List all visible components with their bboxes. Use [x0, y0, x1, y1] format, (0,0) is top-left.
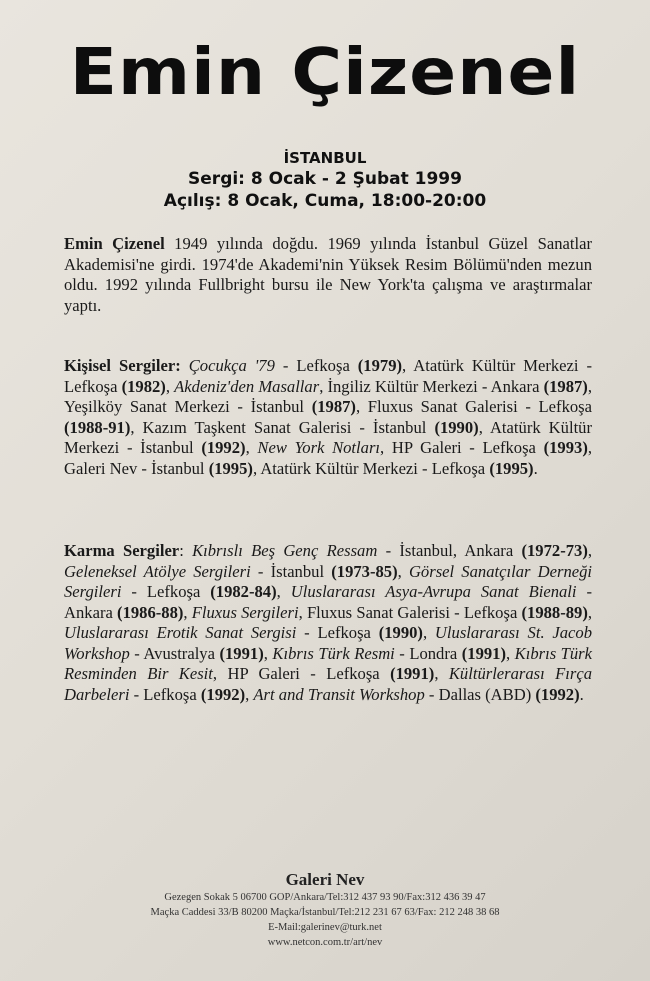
exhibition-text: - Lefkoşa	[296, 623, 379, 642]
group-label: Karma Sergiler	[64, 541, 180, 560]
exhibition-text	[181, 356, 189, 375]
exhibition-text: , Galeri Nev - İstanbul	[64, 438, 593, 478]
exhibition-city: İSTANBUL	[283, 149, 367, 167]
exhibition-text: ,	[165, 376, 175, 396]
exhibition-year: (1992)	[200, 684, 246, 704]
exhibition-text: - Ankara	[64, 582, 592, 622]
exhibition-title: Kültürlerarası Fırça Darbeleri	[64, 664, 593, 704]
bio-name: Emin Çizenel	[64, 234, 165, 253]
group-exhibitions-list	[64, 541, 592, 704]
exhibition-title: Kıbrıs Türk Resmi	[272, 643, 395, 663]
exhibition-year: (1972-73)	[521, 541, 588, 560]
exhibition-text: ,	[422, 623, 435, 642]
artist-title: Emin Çizenel	[69, 36, 581, 110]
exhibition-text: - Dallas (ABD)	[424, 684, 536, 704]
exhibition-info	[0, 148, 650, 212]
exhibition-title: Uluslararası Asya-Avrupa Sanat Bienali	[290, 582, 577, 601]
exhibition-title: Fluxus Sergileri	[191, 602, 299, 622]
exhibition-text: , HP Galeri - Lefkoşa	[380, 438, 544, 457]
exhibition-text: , HP Galeri - Lefkoşa	[212, 664, 391, 683]
exhibition-text: , Kazım Taşkent Sanat Galerisi - İstanbul	[130, 417, 435, 437]
address-istanbul: Maçka Caddesi 33/B 80200 Maçka/İstanbul/Tel:212 231 67 63/Fax: 212 248 38 68	[150, 907, 500, 918]
exhibition-text: ,	[506, 643, 515, 663]
exhibition-year: (1993)	[543, 438, 588, 457]
exhibition-title: Uluslararası St. Jacob Workshop	[64, 623, 593, 663]
exhibition-year: (1987)	[543, 376, 588, 396]
exhibition-year: (1986-88)	[117, 602, 184, 622]
exhibition-title: Kıbrıs Türk Resminden Bir Kesit	[64, 643, 593, 683]
exhibition-text: ,	[245, 684, 254, 704]
exhibition-year: (1987)	[311, 397, 356, 416]
exhibition-text: ,	[434, 664, 449, 683]
exhibition-text: ,	[183, 602, 192, 622]
exhibition-text: .	[579, 684, 584, 704]
exhibition-title: Akdeniz'den Masallar	[174, 376, 320, 396]
exhibition-year: (1979)	[357, 356, 403, 375]
exhibition-year: (1990)	[434, 417, 479, 437]
exhibition-text: - İstanbul	[250, 561, 332, 581]
solo-label: Kişisel Sergiler:	[64, 356, 181, 375]
gallery-name: Galeri Nev	[285, 870, 365, 889]
group-exhibitions-paragraph	[64, 541, 592, 705]
exhibition-year: (1973-85)	[331, 561, 398, 581]
exhibition-year: (1992)	[535, 684, 580, 704]
exhibition-text: ,	[276, 582, 291, 601]
exhibition-text: .	[533, 458, 538, 478]
biography-paragraph	[64, 234, 592, 316]
exhibition-year: (1995)	[489, 458, 534, 478]
exhibition-text: , Atatürk Kültür Merkezi - Lefkoşa	[64, 356, 592, 396]
gallery-footer	[0, 870, 650, 950]
exhibition-text: - Londra	[394, 643, 462, 663]
gallery-website: www.netcon.com.tr/art/nev	[267, 937, 383, 948]
exhibition-title: Görsel Sanatçılar Derneği Sergileri	[64, 561, 593, 601]
exhibition-year: (1988-91)	[64, 417, 131, 437]
exhibition-title: Art and Transit Workshop	[253, 684, 425, 704]
exhibition-title: Çocukça '79	[188, 356, 275, 375]
solo-exhibitions-paragraph	[64, 356, 592, 479]
address-ankara: Gezegen Sokak 5 06700 GOP/Ankara/Tel:312 437 93 90/Fax:312 436 39 47	[164, 892, 486, 903]
exhibition-text: , Atatürk Kültür Merkezi - İstanbul	[64, 417, 593, 457]
exhibition-year: (1990)	[378, 623, 423, 642]
exhibition-year: (1988-89)	[521, 602, 588, 622]
exhibition-text: , Yeşilköy Sanat Merkezi - İstanbul	[64, 376, 592, 416]
gallery-email: E-Mail:galerinev@turk.net	[268, 922, 382, 933]
exhibition-text: , Fluxus Sanat Galerisi - Lefkoşa	[298, 602, 522, 622]
exhibition-text: ,	[245, 438, 258, 457]
exhibition-text: ,	[587, 541, 592, 560]
exhibition-title: Uluslararası Erotik Sanat Sergisi	[64, 623, 297, 642]
exhibition-text: , Atatürk Kültür Merkezi - Lefkoşa	[252, 458, 490, 478]
exhibition-text: ,	[397, 561, 409, 581]
exhibition-text: - İstanbul, Ankara	[377, 541, 522, 560]
exhibition-text: , İngiliz Kültür Merkezi - Ankara	[319, 376, 544, 396]
exhibition-year: (1991)	[461, 643, 506, 663]
exhibition-text: - Lefkoşa	[274, 356, 358, 375]
exhibition-year: (1982-84)	[210, 582, 277, 601]
exhibition-dates: Sergi: 8 Ocak - 2 Şubat 1999	[188, 169, 462, 189]
exhibition-title: Kıbrıslı Beş Genç Ressam	[192, 541, 378, 560]
exhibition-text: - Lefkoşa	[121, 582, 211, 601]
exhibition-text: - Lefkoşa	[129, 684, 201, 704]
exhibition-text: ,	[587, 602, 593, 622]
exhibition-year: (1982)	[121, 376, 166, 396]
exhibition-text: :	[179, 541, 193, 560]
exhibition-text: ,	[263, 643, 273, 663]
exhibition-title: New York Notları	[257, 438, 381, 457]
exhibition-year: (1991)	[390, 664, 435, 683]
exhibition-year: (1995)	[208, 458, 253, 478]
exhibition-year: (1991)	[219, 643, 264, 663]
exhibition-text: , Fluxus Sanat Galerisi - Lefkoşa	[355, 397, 592, 416]
opening-time: Açılış: 8 Ocak, Cuma, 18:00-20:00	[163, 191, 487, 211]
exhibition-text: - Avustralya	[129, 643, 220, 663]
exhibition-year: (1992)	[201, 438, 246, 457]
exhibition-title: Geleneksel Atölye Sergileri	[64, 561, 251, 581]
bio-text: 1949 yılında doğdu. 1969 yılında İstanbul Güzel Sanatlar Akademisi'ne girdi. 1974'de Akademi'nin Yüksek Resim Bölümü'nden mezun oldu. 1992 yılında Fullbright bursu ile New York'ta çalışma ve araştırmalar yaptı.	[64, 234, 592, 315]
